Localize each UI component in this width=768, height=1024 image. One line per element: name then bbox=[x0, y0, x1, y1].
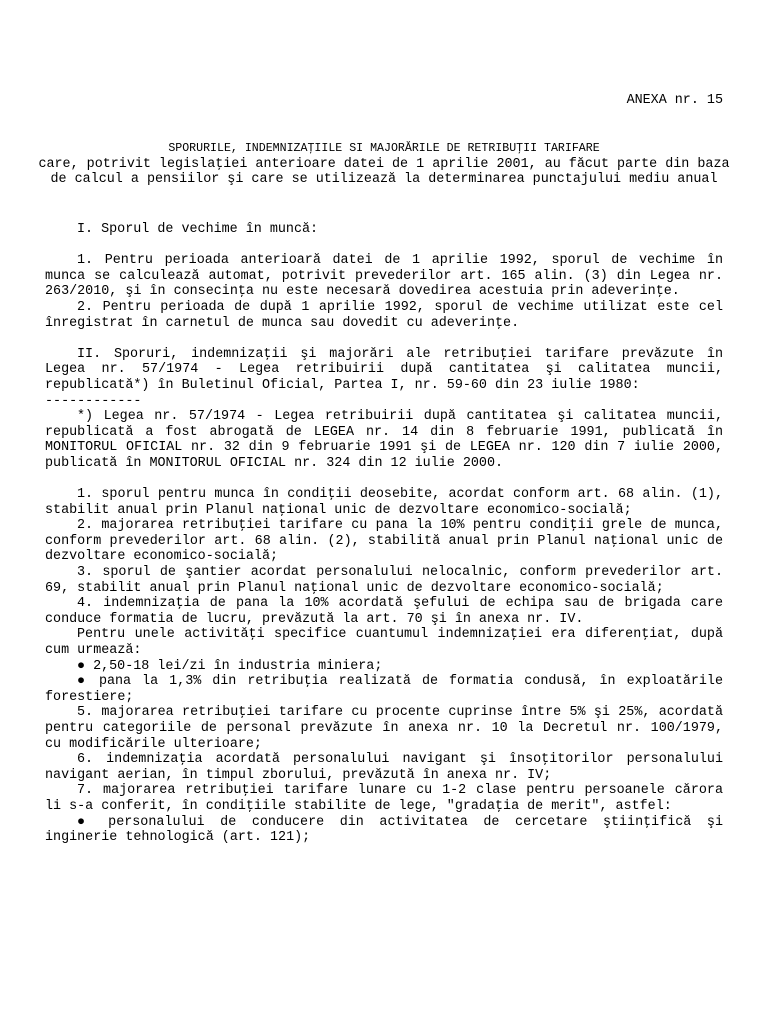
section-2-item-3: 3. sporul de şantier acordat personalului nelocalnic, conform prevederilor art. 69, stabilit anual prin Planul naţional unic de dezvoltare economico-socială; bbox=[45, 565, 723, 596]
section-2-item-2: 2. majorarea retribuţiei tarifare cu pana la 10% pentru condiţii grele de munca, conform prevederilor art. 68 alin. (2), stabilită anual prin Planul naţional unic de dezvoltare economico-socială; bbox=[45, 518, 723, 565]
section-2-item-5: 5. majorarea retribuţiei tarifare cu procente cuprinse între 5% şi 25%, acordată pentru categoriile de personal prevăzute în anexa nr. 10 la Decretul nr. 100/1979, cu modificările ulterioare; bbox=[45, 705, 723, 752]
section-2-item-1: 1. sporul pentru munca în condiţii deosebite, acordat conform art. 68 alin. (1), stabilit anual prin Planul naţional unic de dezvoltare economico-socială; bbox=[45, 487, 723, 518]
bullet-item-forestry: ● pana la 1,3% din retribuţia realizată de formatia condusă, în exploatările forestiere; bbox=[45, 674, 723, 705]
footnote-separator: ------------ bbox=[45, 393, 142, 409]
bullet-item-mining: ● 2,50-18 lei/zi în industria miniera; bbox=[77, 658, 383, 674]
section-2-note: Pentru unele activităţi specifice cuantumul indemnizaţiei era diferenţiat, după cum urmează: bbox=[45, 627, 723, 659]
footnote: *) Legea nr. 57/1974 - Legea retribuirii după cantitatea şi calitatea muncii, republicată a fost abrogată de LEGEA nr. 14 din 8 februarie 1991, publicată în MONITORUL OFICIAL nr. 32 din 9 februarie 1991 şi de LEGEA nr. 120 din 7 iulie 2000, publicată în MONITORUL OFICIAL nr. 324 din 12 iulie 2000. bbox=[45, 409, 723, 471]
title-line-2: care, potrivit legislaţiei anterioare datei de 1 aprilie 2001, au făcut parte din baza de calcul a pensiilor şi care se utilizează la determinarea punctajului mediu anual bbox=[38, 156, 730, 188]
document-title bbox=[30, 141, 738, 188]
section-2-heading: II. Sporuri, indemnizaţii şi majorări ale retribuţiei tarifare prevăzute în Legea nr. 57/1974 - Legea retribuirii după cantitatea şi calitatea muncii, republicată*) în Buletinul Oficial, Partea I, nr. 59-60 din 23 iulie 1980: bbox=[45, 346, 723, 393]
document-body bbox=[45, 222, 723, 846]
title-line-1: SPORURILE, INDEMNIZAŢIILE SI MAJORĂRILE DE RETRIBUŢII TARIFARE bbox=[168, 142, 600, 155]
bullet-item-research: ● personalului de conducere din activitatea de cercetare ştiinţifică şi inginerie tehnologică (art. 121); bbox=[45, 814, 723, 846]
section-1-heading: I. Sporul de vechime în muncă: bbox=[77, 222, 319, 237]
section-2-item-6: 6. indemnizaţia acordată personalului navigant şi însoţitorilor personalului navigant aerian, în timpul zborului, prevăzută în anexa nr. IV; bbox=[45, 752, 723, 783]
section-2-item-4: 4. indemnizaţia de pana la 10% acordată şefului de echipa sau de brigada care conduce formatia de lucru, prevăzută la art. 70 şi în anexa nr. IV. bbox=[45, 596, 723, 627]
section-2-item-7: 7. majorarea retribuţiei tarifare lunare cu 1-2 clase pentru persoanele cărora li s-a conferit, în condiţiile stabilite de lege, "gradaţia de merit", astfel: bbox=[45, 783, 723, 814]
section-1-item-2: 2. Pentru perioada de după 1 aprilie 1992, sporul de vechime utilizat este cel înregistrat în carnetul de munca sau dovedit cu adeverinţe. bbox=[45, 299, 723, 331]
annex-label: ANEXA nr. 15 bbox=[626, 93, 723, 108]
section-1-item-1: 1. Pentru perioada anterioară datei de 1 aprilie 1992, sporul de vechime în munca se calculează automat, potrivit prevederilor art. 165 alin. (3) din Legea nr. 263/2010, şi în consecinţa nu este necesară dovedirea acestuia prin adeverinţe. bbox=[45, 253, 723, 300]
